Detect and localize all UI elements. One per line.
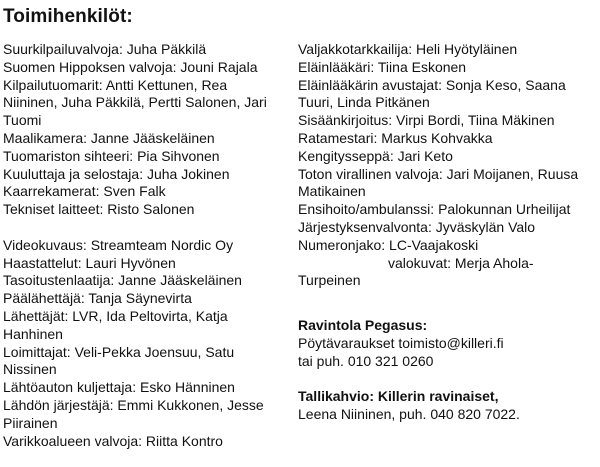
left-column — [3, 41, 288, 450]
staff-line: Varikkoalueen valvoja: Riitta Kontro — [3, 432, 223, 449]
staff-line: Ensihoito/ambulanssi: Palokunnan Urheilijat — [298, 201, 571, 218]
staff-line: Kilpailutuomarit: Antti Kettunen, Rea — [3, 76, 228, 93]
staff-line: Videokuvaus: Streamteam Nordic Oy — [3, 236, 234, 253]
staff-line: Lähettäjät: LVR, Ida Peltovirta, Katja — [3, 307, 228, 324]
right-column — [298, 41, 598, 424]
staff-list-media — [3, 237, 288, 451]
restaurant-phone-line: tai puh. 010 321 0260 — [298, 352, 434, 369]
staff-line: Suomen Hippoksen valvoja: Jouni Rajala — [3, 58, 258, 75]
staff-line: Piirainen — [3, 414, 58, 431]
staff-line: Tasoitustenlaatija: Janne Jääskeläinen — [3, 272, 242, 289]
staff-line: Tuuri, Linda Pitkänen — [298, 94, 430, 111]
staff-line: Nissinen — [3, 361, 57, 378]
restaurant-section — [298, 317, 598, 370]
stable-cafe-contact-line: Leena Niininen, puh. 040 820 7022. — [298, 405, 520, 422]
staff-line: Järjestyksenvalvonta: Jyväskylän Valo — [298, 218, 536, 235]
staff-list-services — [298, 41, 598, 290]
staff-list-officials — [3, 41, 288, 219]
staff-line: Suurkilpailuvalvoja: Juha Päkkilä — [3, 41, 207, 57]
staff-line: Tuomi — [3, 112, 42, 129]
staff-line: Eläinlääkäri: Tiina Eskonen — [298, 58, 467, 75]
staff-line: Valjakkotarkkailija: Heli Hyötyläinen — [298, 41, 518, 57]
spacer — [298, 290, 598, 308]
staff-line: Numeronjako: LC-Vaajakoski — [298, 236, 479, 253]
stable-cafe-section — [298, 388, 598, 424]
staff-line: Toton virallinen valvoja: Jari Moijanen, Ruusa — [298, 165, 579, 182]
restaurant-booking-line: Pöytävaraukset toimisto@killeri.fi — [298, 334, 504, 351]
spacer — [3, 219, 288, 237]
staff-line: Maalikamera: Janne Jääskeläinen — [3, 129, 215, 146]
staff-line: Kuuluttaja ja selostaja: Juha Jokinen — [3, 165, 230, 182]
restaurant-heading: Ravintola Pegasus: — [298, 316, 428, 333]
spacer — [298, 308, 598, 317]
staff-line: Kaarrekamerat: Sven Falk — [3, 183, 166, 200]
staff-line: Loimittajat: Veli-Pekka Joensuu, Satu — [3, 343, 235, 360]
staff-line: Sisäänkirjoitus: Virpi Bordi, Tiina Mäkinen — [298, 112, 555, 129]
staff-line: Päälähettäjä: Tanja Säynevirta — [3, 290, 192, 307]
staff-line: Lähdön järjestäjä: Emmi Kukkonen, Jesse — [3, 396, 264, 413]
staff-line: Haastattelut: Lauri Hyvönen — [3, 254, 176, 271]
staff-line: Niininen, Juha Päkkilä, Pertti Salonen, Jari — [3, 94, 267, 111]
page-title: Toimihenkilöt: — [3, 6, 133, 27]
staff-line: Hanhinen — [3, 325, 63, 342]
staff-line: Eläinlääkärin avustajat: Sonja Keso, Saana — [298, 76, 566, 93]
spacer — [298, 370, 598, 388]
staff-line: Kengitysseppä: Jari Keto — [298, 147, 453, 164]
staff-line: Ratamestari: Markus Kohvakka — [298, 129, 493, 146]
photos-line: Turpeinen — [298, 272, 361, 289]
stable-cafe-heading: Tallikahvio: Killerin ravinaiset, — [298, 388, 499, 405]
staff-line: Tuomariston sihteeri: Pia Sihvonen — [3, 147, 220, 164]
staff-line: Lähtöauton kuljettaja: Esko Hänninen — [3, 379, 235, 396]
photos-line: valokuvat: Merja Ahola- — [388, 254, 534, 271]
staff-line: Tekniset laitteet: Risto Salonen — [3, 201, 195, 218]
staff-line: Matikainen — [298, 183, 366, 200]
